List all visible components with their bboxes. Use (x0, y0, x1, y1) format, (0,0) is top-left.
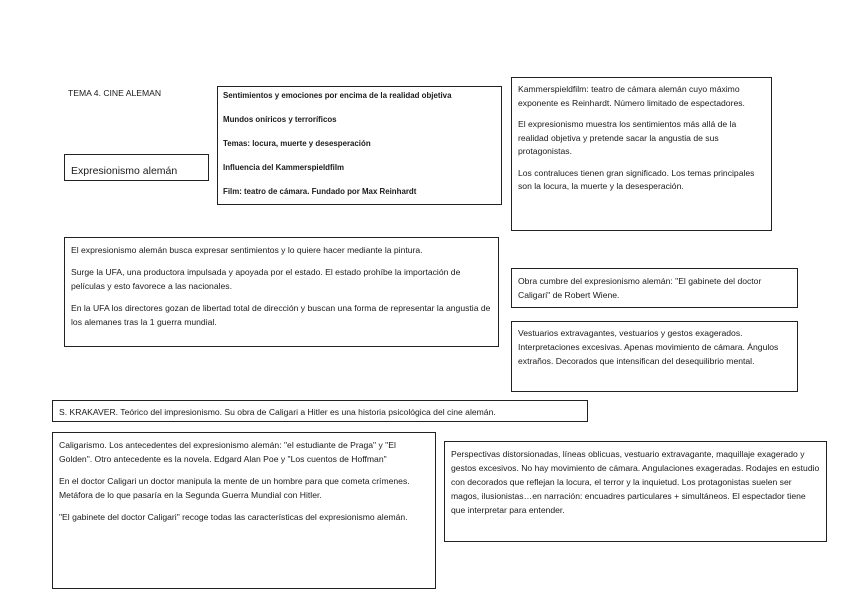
ufa-paragraph: En la UFA los directores gozan de libertad total de dirección y buscan una forma de representar la angustia de los alemanes tras la 1 guerra mundial. (71, 303, 491, 327)
ufa-box (64, 237, 499, 347)
feature-line: Mundos oníricos y terroríficos (223, 115, 337, 124)
feature-line: Influencia del Kammerspieldfilm (223, 163, 345, 172)
caligari-box (52, 432, 436, 589)
kammer-paragraph: Kammerspieldfilm: teatro de cámara alemán cuyo máximo exponente es Reinhardt. Número limitado de espectadores. (518, 84, 745, 108)
krakaver-box (52, 400, 588, 422)
perspective-box (444, 441, 827, 542)
feature-line: Film: teatro de cámara. Fundado por Max Reinhardt (223, 187, 417, 196)
caligari-paragraph: Caligarismo. Los antecedentes del expresionismo alemán: "el estudiante de Praga" y "El Golden". Otro antecedente es la novela. Edgard Alan Poe y "Los cuentos de Hoffman" (59, 440, 396, 464)
costumes-text: Vestuarios extravagantes, vestuarios y gestos exagerados. Interpretaciones excesivas. Apenas movimiento de cámara. Ángulos extraños. Decorados que intensifican del desequilibrio mental. (518, 328, 779, 366)
topic-label: Expresionismo alemán (71, 165, 178, 177)
perspective-text: Perspectivas distorsionadas, líneas oblicuas, vestuario extravagante, maquillaje exagerado y gestos excesivos. No hay movimiento de cámara. Angulaciones exageradas. Rodajes en estudio con decorados que reflejan la locura, el terror y la inquietud. Los protagonistas suelen ser magos, ilusionistas…en narración: encuadres particulares + simultáneos. El espectador tiene que interpretar para entender. (451, 449, 820, 515)
topic-box (64, 154, 209, 181)
kammer-paragraph: Los contraluces tienen gran significado. Los temas principales son la locura, la muerte y la desesperación. (518, 167, 755, 191)
masterpiece-text: Obra cumbre del expresionismo alemán: "El gabinete del doctor Caligari" de Robert Wiene. (518, 276, 762, 300)
costumes-box (511, 321, 798, 392)
feature-line: Sentimientos y emociones por encima de la realidad objetiva (223, 91, 452, 100)
features-box (217, 86, 502, 205)
masterpiece-box (511, 268, 798, 308)
kammer-paragraph: El expresionismo muestra los sentimientos más allá de la realidad objetiva y pretende sacar la angustia de sus protagonistas. (518, 119, 737, 156)
caligari-paragraph: En el doctor Caligari un doctor manipula la mente de un hombre para que cometa crímenes. Metáfora de lo que pasaría en la Segunda Guerra Mundial con Hitler. (59, 476, 410, 500)
ufa-paragraph: Surge la UFA, una productora impulsada y apoyada por el estado. El estado prohíbe la importación de películas y esto favorece a las nacionales. (71, 267, 461, 291)
kammerspiel-box (511, 77, 772, 231)
caligari-paragraph: "El gabinete del doctor Caligari" recoge todas las características del expresionismo alemán. (59, 512, 408, 522)
page-title: TEMA 4. CINE ALEMAN (68, 88, 162, 98)
feature-line: Temas: locura, muerte y desesperación (223, 139, 371, 148)
ufa-paragraph: El expresionismo alemán busca expresar sentimientos y lo quiere hacer mediante la pintura. (71, 245, 423, 255)
krakaver-text: S. KRAKAVER. Teórico del impresionismo. Su obra de Caligari a Hitler es una historia psicológica del cine alemán. (59, 407, 496, 417)
